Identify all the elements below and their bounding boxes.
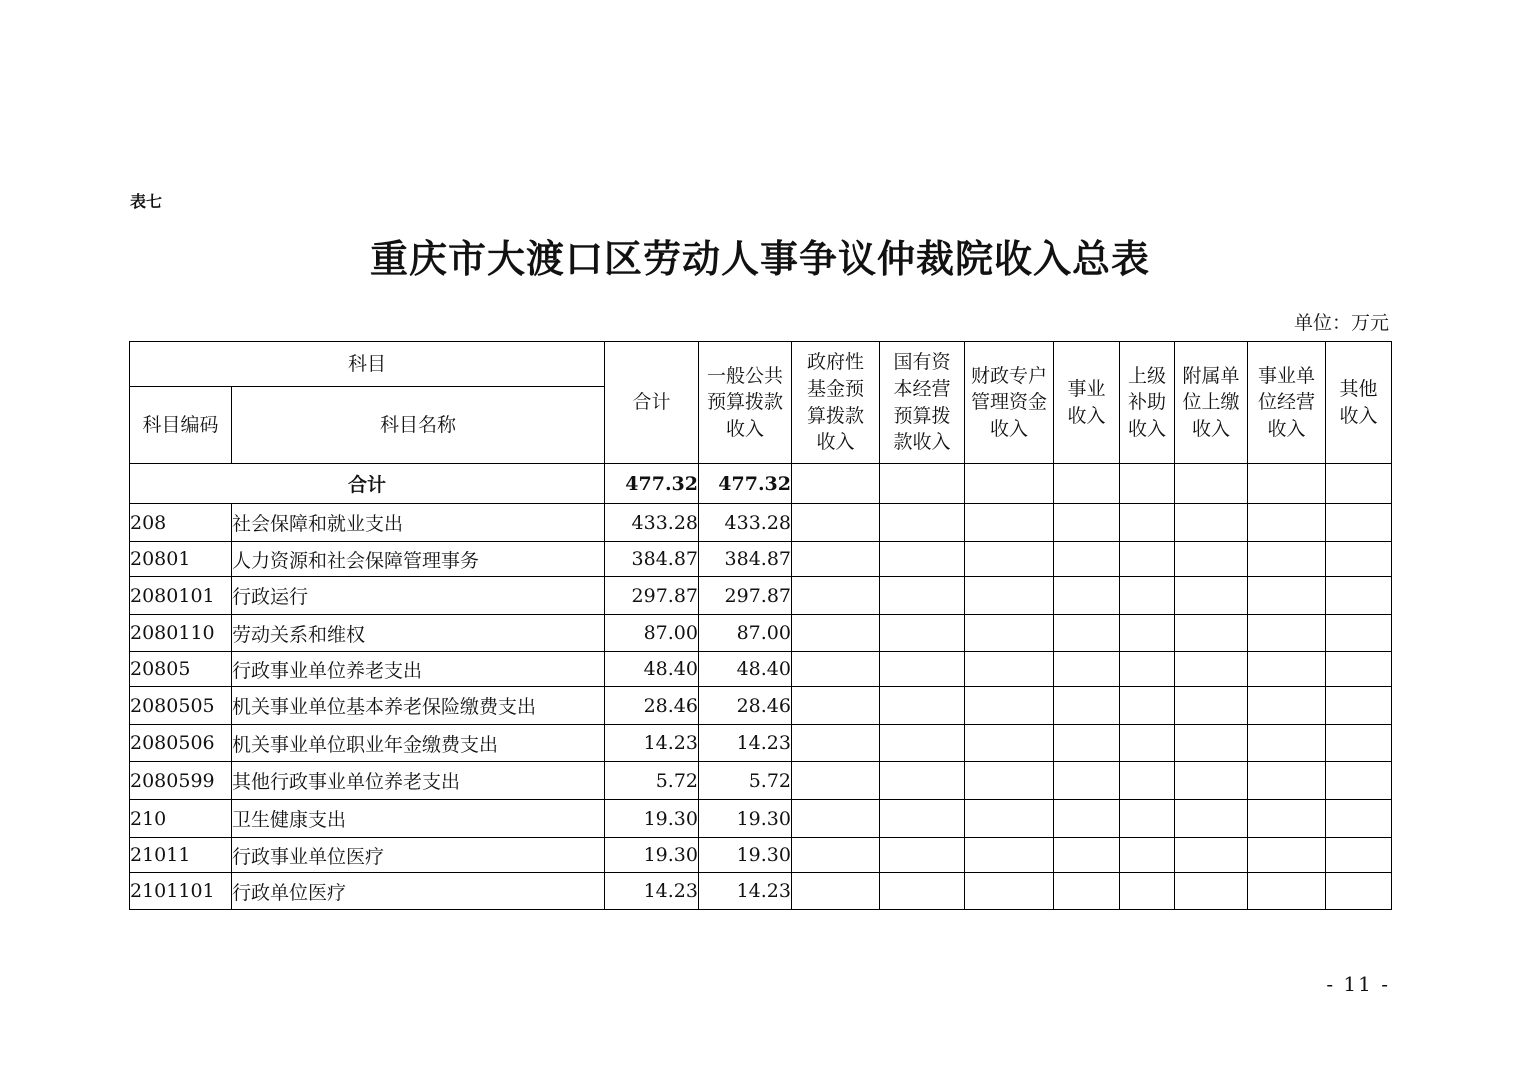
header-operating-income: 事业单 位经营 收入 bbox=[1248, 342, 1326, 464]
row-sum: 19.30 bbox=[605, 838, 699, 873]
row-sum: 87.00 bbox=[605, 615, 699, 652]
table-row bbox=[130, 652, 1392, 687]
empty-cell bbox=[1054, 873, 1120, 910]
empty-cell bbox=[965, 762, 1054, 800]
empty-cell bbox=[880, 873, 965, 910]
header-superior-subsidy: 上级 补助 收入 bbox=[1120, 342, 1175, 464]
empty-cell bbox=[965, 504, 1054, 542]
header-gov-fund: 政府性 基金预 算拨款 收入 bbox=[792, 342, 880, 464]
empty-cell bbox=[1120, 687, 1175, 725]
empty-cell bbox=[965, 577, 1054, 615]
empty-cell bbox=[880, 542, 965, 577]
empty-cell bbox=[880, 838, 965, 873]
row-name: 其他行政事业单位养老支出 bbox=[232, 762, 605, 800]
empty-cell bbox=[1120, 577, 1175, 615]
empty-cell bbox=[1326, 652, 1392, 687]
header-business-income: 事业 收入 bbox=[1054, 342, 1120, 464]
header-special-account: 财政专户 管理资金 收入 bbox=[965, 342, 1054, 464]
empty-cell bbox=[880, 687, 965, 725]
row-code: 2080110 bbox=[130, 615, 232, 652]
empty-cell bbox=[1248, 873, 1326, 910]
row-general: 87.00 bbox=[699, 615, 792, 652]
table-row bbox=[130, 687, 1392, 725]
page-number: - 11 - bbox=[1326, 972, 1390, 996]
total-row bbox=[130, 464, 1392, 504]
empty-cell bbox=[965, 800, 1054, 838]
empty-cell bbox=[792, 838, 880, 873]
empty-cell bbox=[1175, 762, 1248, 800]
row-sum: 5.72 bbox=[605, 762, 699, 800]
empty-cell bbox=[1248, 464, 1326, 504]
empty-cell bbox=[1326, 762, 1392, 800]
row-code: 20805 bbox=[130, 652, 232, 687]
empty-cell bbox=[1326, 542, 1392, 577]
empty-cell bbox=[1120, 464, 1175, 504]
header-row-1 bbox=[130, 342, 1392, 387]
empty-cell bbox=[965, 838, 1054, 873]
empty-cell bbox=[792, 762, 880, 800]
empty-cell bbox=[1054, 652, 1120, 687]
table-label: 表七 bbox=[130, 192, 163, 211]
empty-cell bbox=[880, 504, 965, 542]
empty-cell bbox=[1326, 800, 1392, 838]
row-name: 人力资源和社会保障管理事务 bbox=[232, 542, 605, 577]
empty-cell bbox=[1054, 838, 1120, 873]
row-name: 行政事业单位养老支出 bbox=[232, 652, 605, 687]
row-sum: 297.87 bbox=[605, 577, 699, 615]
empty-cell bbox=[792, 464, 880, 504]
empty-cell bbox=[1175, 725, 1248, 762]
empty-cell bbox=[1054, 542, 1120, 577]
empty-cell bbox=[880, 652, 965, 687]
row-name: 行政单位医疗 bbox=[232, 873, 605, 910]
empty-cell bbox=[1248, 800, 1326, 838]
row-code: 21011 bbox=[130, 838, 232, 873]
empty-cell bbox=[1175, 542, 1248, 577]
empty-cell bbox=[1326, 838, 1392, 873]
empty-cell bbox=[1326, 615, 1392, 652]
empty-cell bbox=[965, 464, 1054, 504]
empty-cell bbox=[965, 652, 1054, 687]
empty-cell bbox=[792, 577, 880, 615]
row-sum: 14.23 bbox=[605, 725, 699, 762]
empty-cell bbox=[880, 800, 965, 838]
row-general: 297.87 bbox=[699, 577, 792, 615]
empty-cell bbox=[792, 800, 880, 838]
empty-cell bbox=[1054, 615, 1120, 652]
table-row bbox=[130, 577, 1392, 615]
income-summary-table bbox=[129, 341, 1392, 910]
row-sum: 384.87 bbox=[605, 542, 699, 577]
row-code: 20801 bbox=[130, 542, 232, 577]
empty-cell bbox=[1248, 725, 1326, 762]
empty-cell bbox=[792, 542, 880, 577]
total-sum: 477.32 bbox=[605, 464, 699, 504]
empty-cell bbox=[1326, 464, 1392, 504]
empty-cell bbox=[1120, 542, 1175, 577]
empty-cell bbox=[1054, 687, 1120, 725]
empty-cell bbox=[1175, 577, 1248, 615]
empty-cell bbox=[965, 725, 1054, 762]
empty-cell bbox=[965, 542, 1054, 577]
empty-cell bbox=[792, 615, 880, 652]
row-sum: 19.30 bbox=[605, 800, 699, 838]
document-title: 重庆市大渡口区劳动人事争议仲裁院收入总表 bbox=[369, 236, 1150, 281]
table-row bbox=[130, 873, 1392, 910]
empty-cell bbox=[1120, 762, 1175, 800]
table-row bbox=[130, 800, 1392, 838]
empty-cell bbox=[1248, 687, 1326, 725]
empty-cell bbox=[1120, 504, 1175, 542]
table-row bbox=[130, 504, 1392, 542]
row-general: 433.28 bbox=[699, 504, 792, 542]
empty-cell bbox=[880, 762, 965, 800]
empty-cell bbox=[1175, 687, 1248, 725]
header-general-budget: 一般公共 预算拨款 收入 bbox=[699, 342, 792, 464]
total-label: 合计 bbox=[130, 464, 605, 504]
empty-cell bbox=[1120, 725, 1175, 762]
empty-cell bbox=[1054, 577, 1120, 615]
header-affiliate-turnover: 附属单 位上缴 收入 bbox=[1175, 342, 1248, 464]
empty-cell bbox=[1175, 464, 1248, 504]
empty-cell bbox=[792, 687, 880, 725]
row-name: 机关事业单位职业年金缴费支出 bbox=[232, 725, 605, 762]
empty-cell bbox=[880, 615, 965, 652]
row-code: 2080101 bbox=[130, 577, 232, 615]
row-general: 19.30 bbox=[699, 800, 792, 838]
row-code: 210 bbox=[130, 800, 232, 838]
empty-cell bbox=[1175, 652, 1248, 687]
empty-cell bbox=[792, 504, 880, 542]
empty-cell bbox=[1248, 504, 1326, 542]
header-total: 合计 bbox=[605, 342, 699, 464]
empty-cell bbox=[1120, 800, 1175, 838]
empty-cell bbox=[965, 615, 1054, 652]
empty-cell bbox=[1326, 687, 1392, 725]
row-general: 28.46 bbox=[699, 687, 792, 725]
row-code: 2101101 bbox=[130, 873, 232, 910]
row-general: 19.30 bbox=[699, 838, 792, 873]
header-other-income: 其他 收入 bbox=[1326, 342, 1392, 464]
empty-cell bbox=[1120, 873, 1175, 910]
empty-cell bbox=[1326, 725, 1392, 762]
row-name: 行政事业单位医疗 bbox=[232, 838, 605, 873]
empty-cell bbox=[880, 725, 965, 762]
row-general: 384.87 bbox=[699, 542, 792, 577]
empty-cell bbox=[880, 464, 965, 504]
row-name: 卫生健康支出 bbox=[232, 800, 605, 838]
header-state-capital: 国有资 本经营 预算拨 款收入 bbox=[880, 342, 965, 464]
header-subject: 科目 bbox=[130, 342, 605, 387]
row-sum: 433.28 bbox=[605, 504, 699, 542]
empty-cell bbox=[792, 652, 880, 687]
empty-cell bbox=[1248, 615, 1326, 652]
empty-cell bbox=[965, 687, 1054, 725]
row-name: 机关事业单位基本养老保险缴费支出 bbox=[232, 687, 605, 725]
empty-cell bbox=[1120, 652, 1175, 687]
total-general: 477.32 bbox=[699, 464, 792, 504]
empty-cell bbox=[1248, 577, 1326, 615]
row-code: 208 bbox=[130, 504, 232, 542]
empty-cell bbox=[1120, 838, 1175, 873]
empty-cell bbox=[1248, 652, 1326, 687]
row-general: 5.72 bbox=[699, 762, 792, 800]
table-row bbox=[130, 762, 1392, 800]
table-row bbox=[130, 725, 1392, 762]
table-row bbox=[130, 838, 1392, 873]
row-general: 14.23 bbox=[699, 725, 792, 762]
row-general: 48.40 bbox=[699, 652, 792, 687]
empty-cell bbox=[792, 725, 880, 762]
row-sum: 14.23 bbox=[605, 873, 699, 910]
empty-cell bbox=[1248, 542, 1326, 577]
empty-cell bbox=[1326, 504, 1392, 542]
empty-cell bbox=[1175, 873, 1248, 910]
empty-cell bbox=[1326, 577, 1392, 615]
row-code: 2080599 bbox=[130, 762, 232, 800]
row-name: 社会保障和就业支出 bbox=[232, 504, 605, 542]
row-code: 2080505 bbox=[130, 687, 232, 725]
empty-cell bbox=[1120, 615, 1175, 652]
row-name: 劳动关系和维权 bbox=[232, 615, 605, 652]
empty-cell bbox=[1054, 725, 1120, 762]
row-name: 行政运行 bbox=[232, 577, 605, 615]
empty-cell bbox=[1175, 838, 1248, 873]
empty-cell bbox=[1175, 504, 1248, 542]
empty-cell bbox=[1054, 762, 1120, 800]
row-sum: 48.40 bbox=[605, 652, 699, 687]
unit-label: 单位：万元 bbox=[1293, 312, 1389, 334]
row-sum: 28.46 bbox=[605, 687, 699, 725]
empty-cell bbox=[1054, 504, 1120, 542]
row-general: 14.23 bbox=[699, 873, 792, 910]
row-code: 2080506 bbox=[130, 725, 232, 762]
empty-cell bbox=[1054, 464, 1120, 504]
empty-cell bbox=[1326, 873, 1392, 910]
empty-cell bbox=[792, 873, 880, 910]
header-subject-code: 科目编码 bbox=[130, 387, 232, 464]
header-subject-name: 科目名称 bbox=[232, 387, 605, 464]
table-row bbox=[130, 542, 1392, 577]
table-row bbox=[130, 615, 1392, 652]
empty-cell bbox=[1248, 762, 1326, 800]
empty-cell bbox=[1175, 800, 1248, 838]
empty-cell bbox=[1054, 800, 1120, 838]
empty-cell bbox=[965, 873, 1054, 910]
empty-cell bbox=[880, 577, 965, 615]
empty-cell bbox=[1175, 615, 1248, 652]
empty-cell bbox=[1248, 838, 1326, 873]
